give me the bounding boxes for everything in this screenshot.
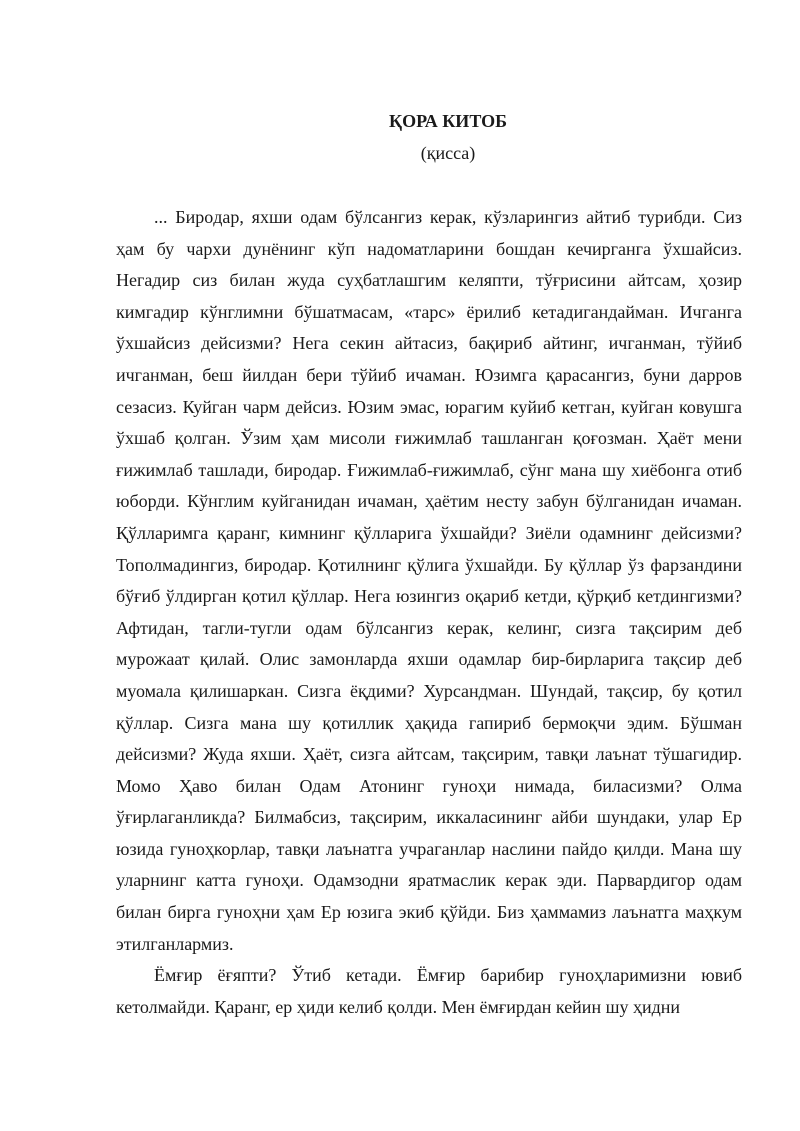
paragraph: Ёмғир ёғяпти? Ўтиб кетади. Ёмғир барибир гуноҳларимизни ювиб кетолмайди. Қаранг, ер ҳиди келиб қолди. Мен ёмғирдан кейин шу ҳидни: [116, 965, 742, 1017]
document-body: [116, 202, 742, 1023]
document-subtitle: (қисса): [420, 143, 476, 163]
document-title: ҚОРА КИТОБ: [389, 111, 507, 131]
paragraph: ... Бирoдар, яхши одам бўлсангиз керак, кўзларингиз айтиб турибди. Сиз ҳам бу чархи дунёнинг кўп надоматларини бошдан кечирганга ўхшайсиз. Негадир сиз билан жуда суҳбатлашгим келяпти, тўғрисини айтсам, ҳозир кимгадир кўнглимни бўшатмасам, «тарс» ёрилиб кетадигандайман. Ичганга ўхшайсиз дейсизми? Нега секин айтасиз, бақириб айтинг, ичганман, тўйиб ичганман, беш йилдан бери тўйиб ичаман. Юзимга қарасангиз, буни дарров сезасиз. Куйган чарм дейсиз. Юзим эмас, юрагим куйиб кетган, куйган ковушга ўхшаб қолган. Ўзим ҳам мисоли ғижимлаб ташланган қоғозман. Ҳаёт мени ғижимлаб ташлади, биродар. Ғижимлаб-ғижимлаб, сўнг мана шу хиёбонга отиб юборди. Кўнглим куйганидан ичаман, ҳаётим несту забун бўлганидан ичаман. Қўлларимга қаранг, кимнинг қўлларига ўхшайди? Зиёли одамнинг дейсизми? Тополмадингиз, биродар. Қотилнинг қўлига ўхшайди. Бу қўллар ўз фарзандини бўғиб ўлдирган қотил қўллар. Нега юзингиз оқариб кетди, қўрқиб кетдингизми? Афтидан, тагли-тугли одам бўлсангиз керак, келинг, сизга тақсирим деб мурожаат қилай. Олис замонларда яхши одамлар бир-бирларига тақсир деб муомала қилишаркан. Сизга ёқдими? Хурсандман. Шундай, тақсир, бу қотил қўллар. Сизга мана шу қотиллик ҳақида гапириб бермоқчи эдим. Бўшман дейсизми? Жуда яхши. Ҳаёт, сизга айтсам, тақсирим, тавқи лаънат тўшагидир. Момо Ҳаво билан Одам Атонинг гуноҳи нимада, биласизми? Олма ўғирлаганликда? Билмабсиз, тақсирим, иккаласининг айби шундаки, улар Ер юзида гуноҳкорлар, тавқи лаънатга учраганлар наслини пайдо қилди. Мана шу уларнинг катта гуноҳи. Одамзодни яратмаслик керак эди. Парвардигор одам билан бирга гуноҳни ҳам Ер юзига экиб қўйди. Биз ҳаммамиз лаънатга маҳкум этилганлармиз.: [116, 207, 742, 954]
